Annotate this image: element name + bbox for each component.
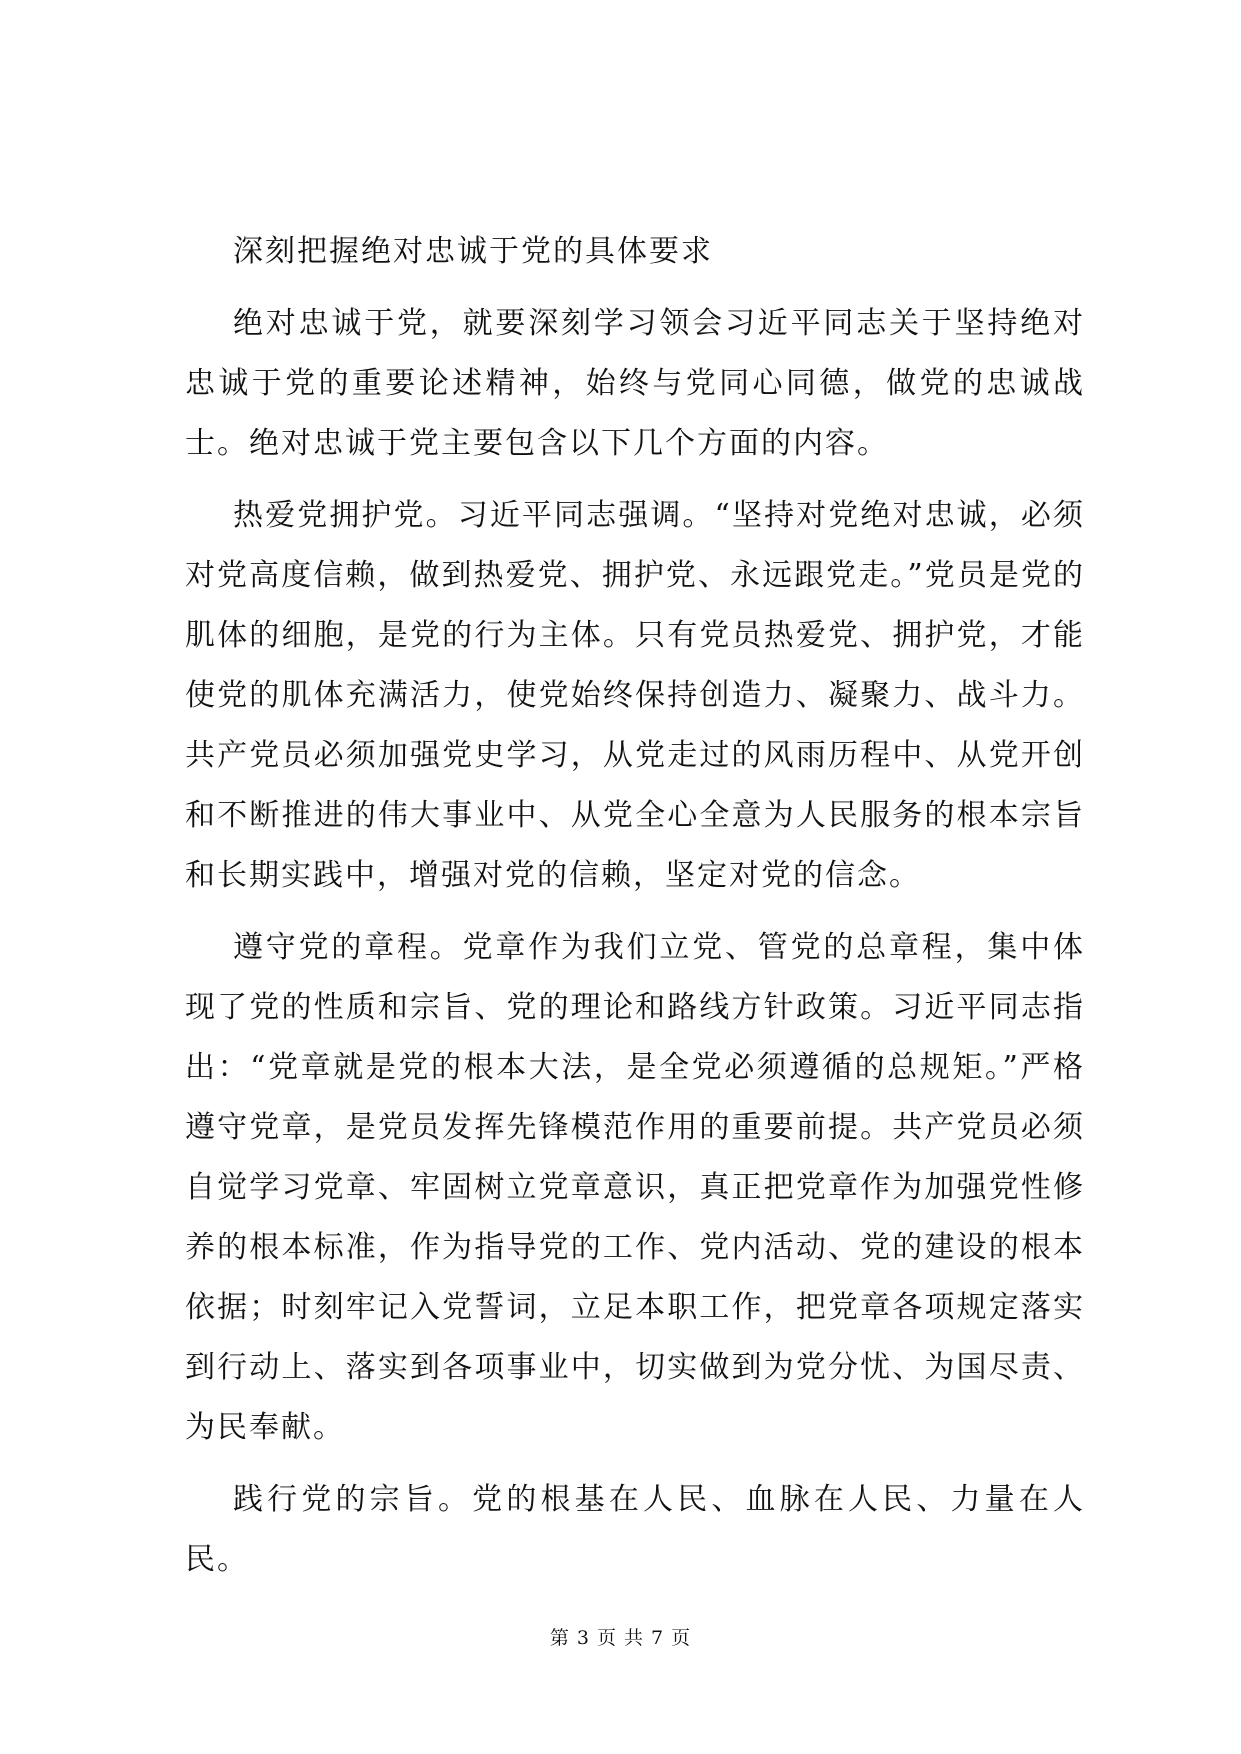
section-heading: 深刻把握绝对忠诚于党的具体要求 xyxy=(233,234,713,269)
document-body xyxy=(185,222,1085,1590)
paragraph-party-constitution: 遵守党的章程。党章作为我们立党、管党的总章程，集中体现了党的性质和宗旨、党的理论和路线方针政策。习近平同志指出：“党章就是党的根本大法，是全党必须遵循的总规矩。”严格遵守党章，是党员发挥先锋模范作用的重要前提。共产党员必须自觉学习党章、牢固树立党章意识，真正把党章作为加强党性修养的根本标准，作为指导党的工作、党内活动、党的建设的根本依据；时刻牢记入党誓词，立足本职工作，把党章各项规定落实到行动上、落实到各项事业中，切实做到为党分忧、为国尽责、为民奉献。 xyxy=(185,930,1085,1445)
paragraph-intro: 绝对忠诚于党，就要深刻学习领会习近平同志关于坚持绝对忠诚于党的重要论述精神，始终与党同心同德，做党的忠诚战士。绝对忠诚于党主要包含以下几个方面的内容。 xyxy=(185,306,1085,461)
paragraph-party-purpose: 践行党的宗旨。党的根基在人民、血脉在人民、力量在人民。 xyxy=(185,1482,1085,1577)
paragraph-love-party: 热爱党拥护党。习近平同志强调。“坚持对党绝对忠诚，必须对党高度信赖，做到热爱党、拥护党、永远跟党走。”党员是党的肌体的细胞，是党的行为主体。只有党员热爱党、拥护党，才能使党的肌体充满活力，使党始终保持创造力、凝聚力、战斗力。共产党员必须加强党史学习，从党走过的风雨历程中、从党开创和不断推进的伟大事业中、从党全心全意为人民服务的根本宗旨和长期实践中，增强对党的信赖，坚定对党的信念。 xyxy=(185,498,1085,893)
page-number-footer: 第 3 页 共 7 页 xyxy=(549,1627,692,1649)
